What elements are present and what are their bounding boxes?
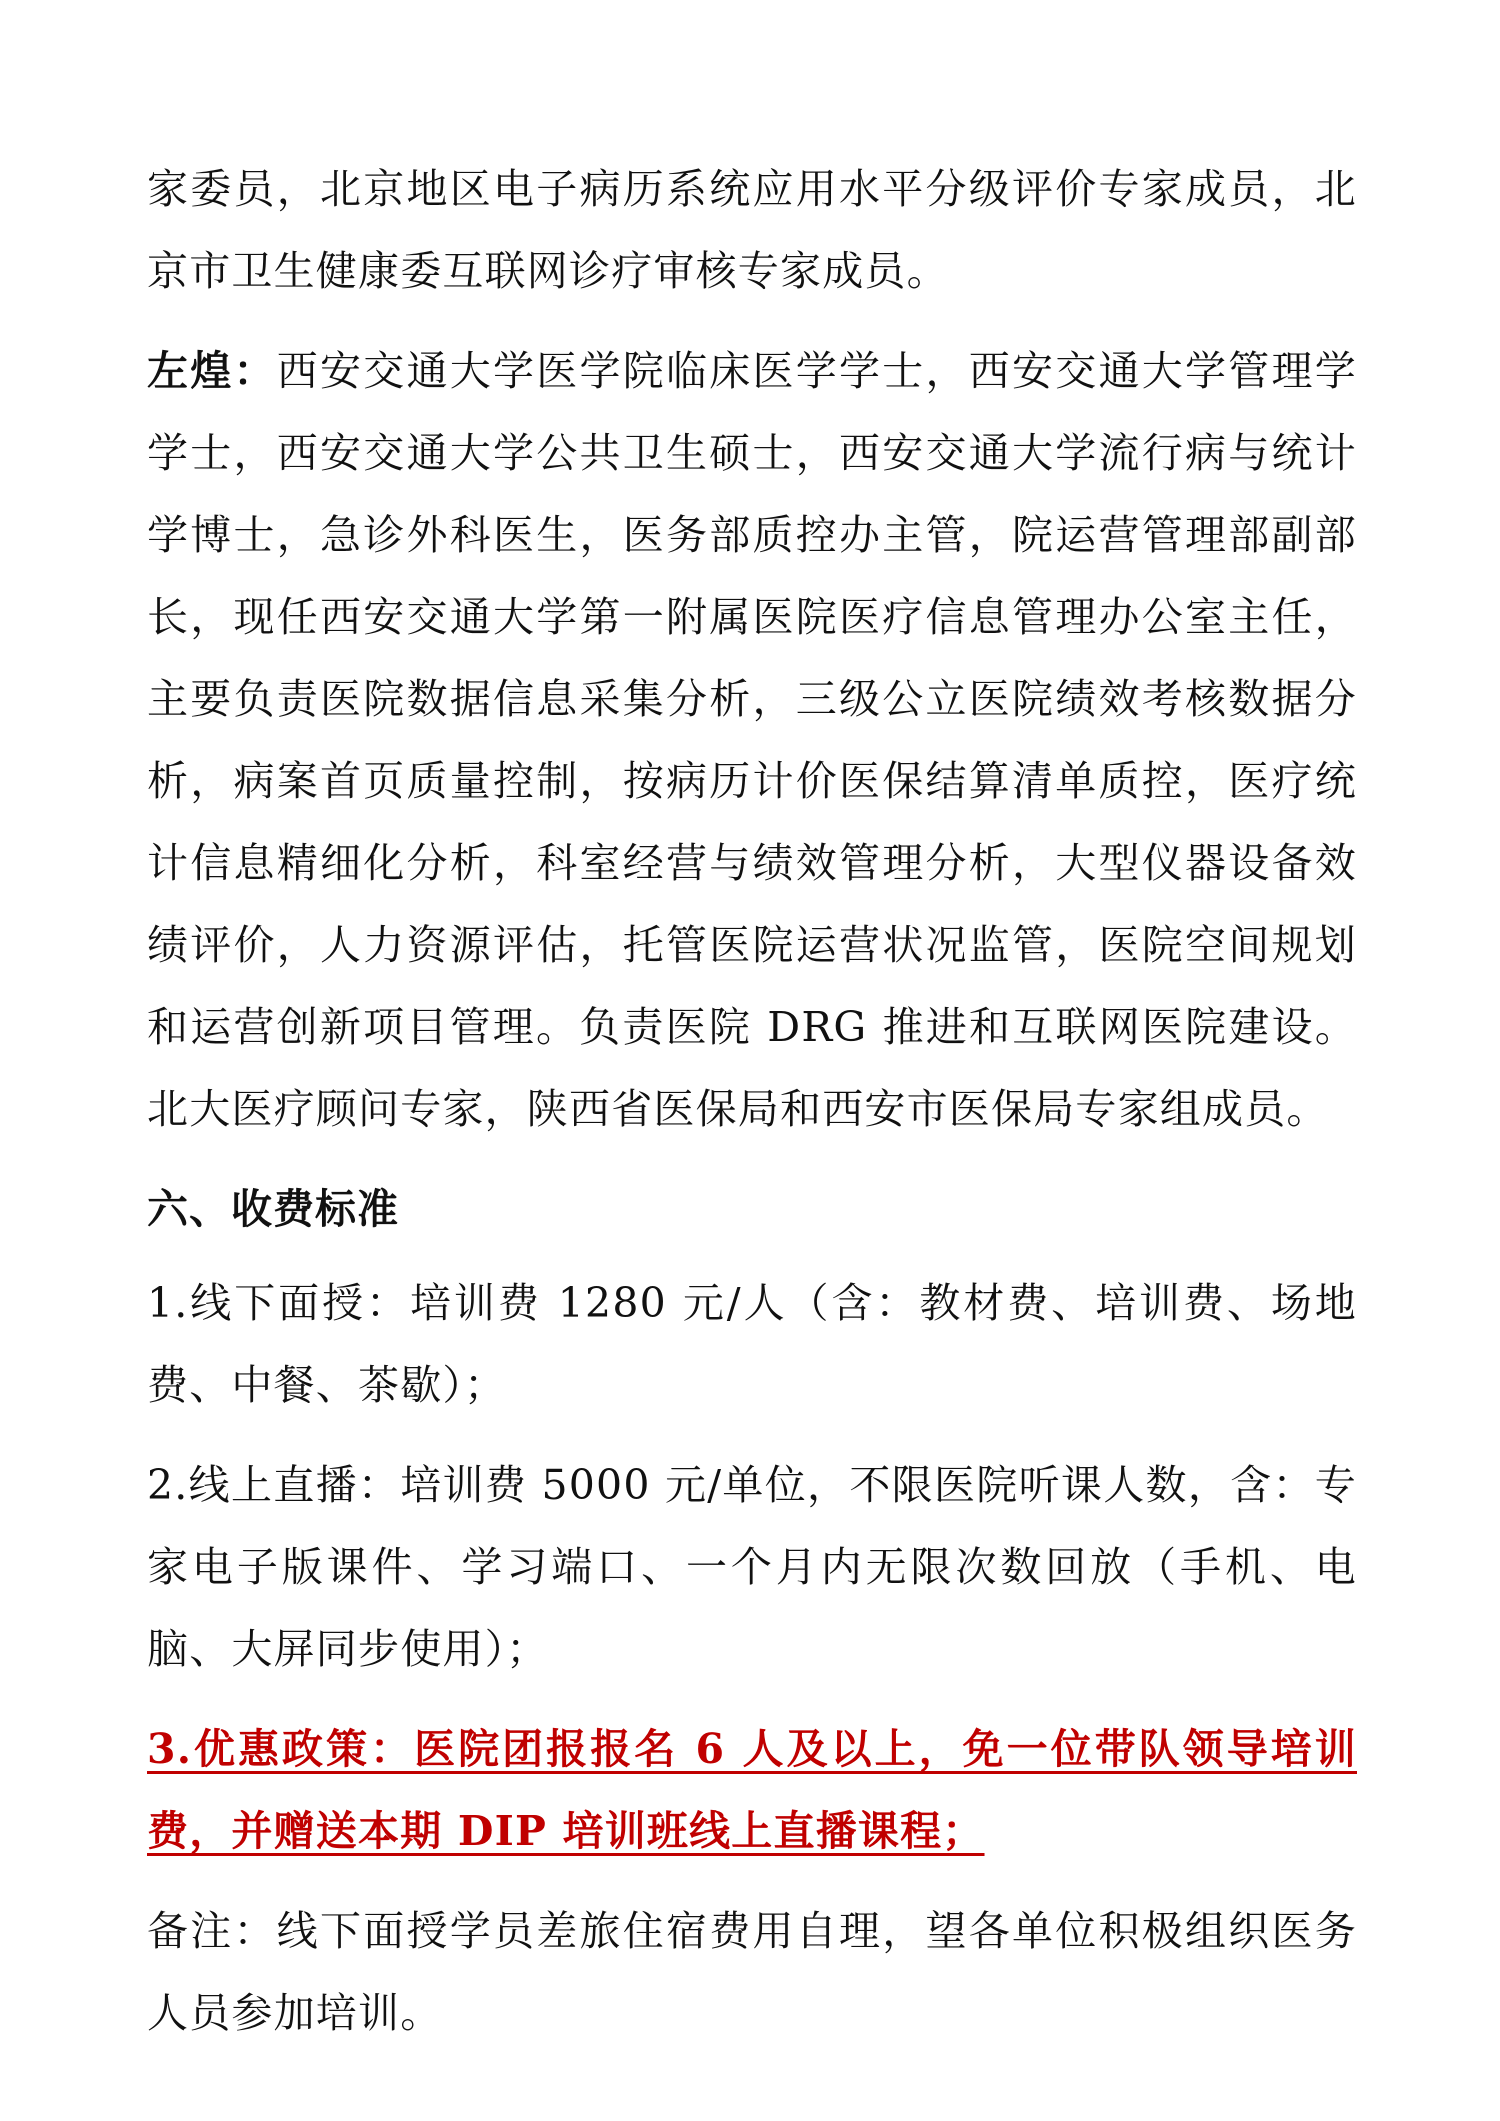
document-page [147, 148, 1357, 2072]
fee-item-online: 2.线上直播：培训费 5000 元/单位，不限医院听课人数，含：专家电子版课件、学习端口、一个月内无限次数回放（手机、电脑、大屏同步使用）； [147, 1461, 1357, 1673]
fee-item-discount [147, 1708, 1357, 1872]
fee-note: 备注：线下面授学员差旅住宿费用自理，望各单位积极组织医务人员参加培训。 [147, 1907, 1357, 2037]
fee-item-offline: 1.线下面授：培训费 1280 元/人（含：教材费、培训费、场地费、中餐、茶歇）； [147, 1279, 1357, 1409]
discount-policy-highlight: 3.优惠政策：医院团报报名 6 人及以上，免一位带队领导培训费，并赠送本期 DIP 培训班线上直播课程； [147, 1725, 1357, 1855]
expert-name: 左煌： [147, 347, 277, 395]
expert-bio: 西安交通大学医学院临床医学学士，西安交通大学管理学学士，西安交通大学公共卫生硕士，西安交通大学流行病与统计学博士，急诊外科医生，医务部质控办主管，院运营管理部副部长，现任西安交通大学第一附属医院医疗信息管理办公室主任，主要负责医院数据信息采集分析，三级公立医院绩效考核数据分析，病案首页质量控制，按病历计价医保结算清单质控，医疗统计信息精细化分析，科室经营与绩效管理分析，大型仪器设备效绩评价，人力资源评估，托管医院运营状况监管，医院空间规划和运营创新项目管理。负责医院 DRG 推进和互联网医院建设。北大医疗顾问专家，陕西省医保局和西安市医保局专家组成员。 [147, 347, 1357, 1133]
section-heading-fees: 六、收费标准 [147, 1185, 399, 1233]
intro-paragraph: 家委员，北京地区电子病历系统应用水平分级评价专家成员，北京市卫生健康委互联网诊疗审核专家成员。 [147, 165, 1357, 295]
expert-bio-paragraph [147, 330, 1357, 1150]
